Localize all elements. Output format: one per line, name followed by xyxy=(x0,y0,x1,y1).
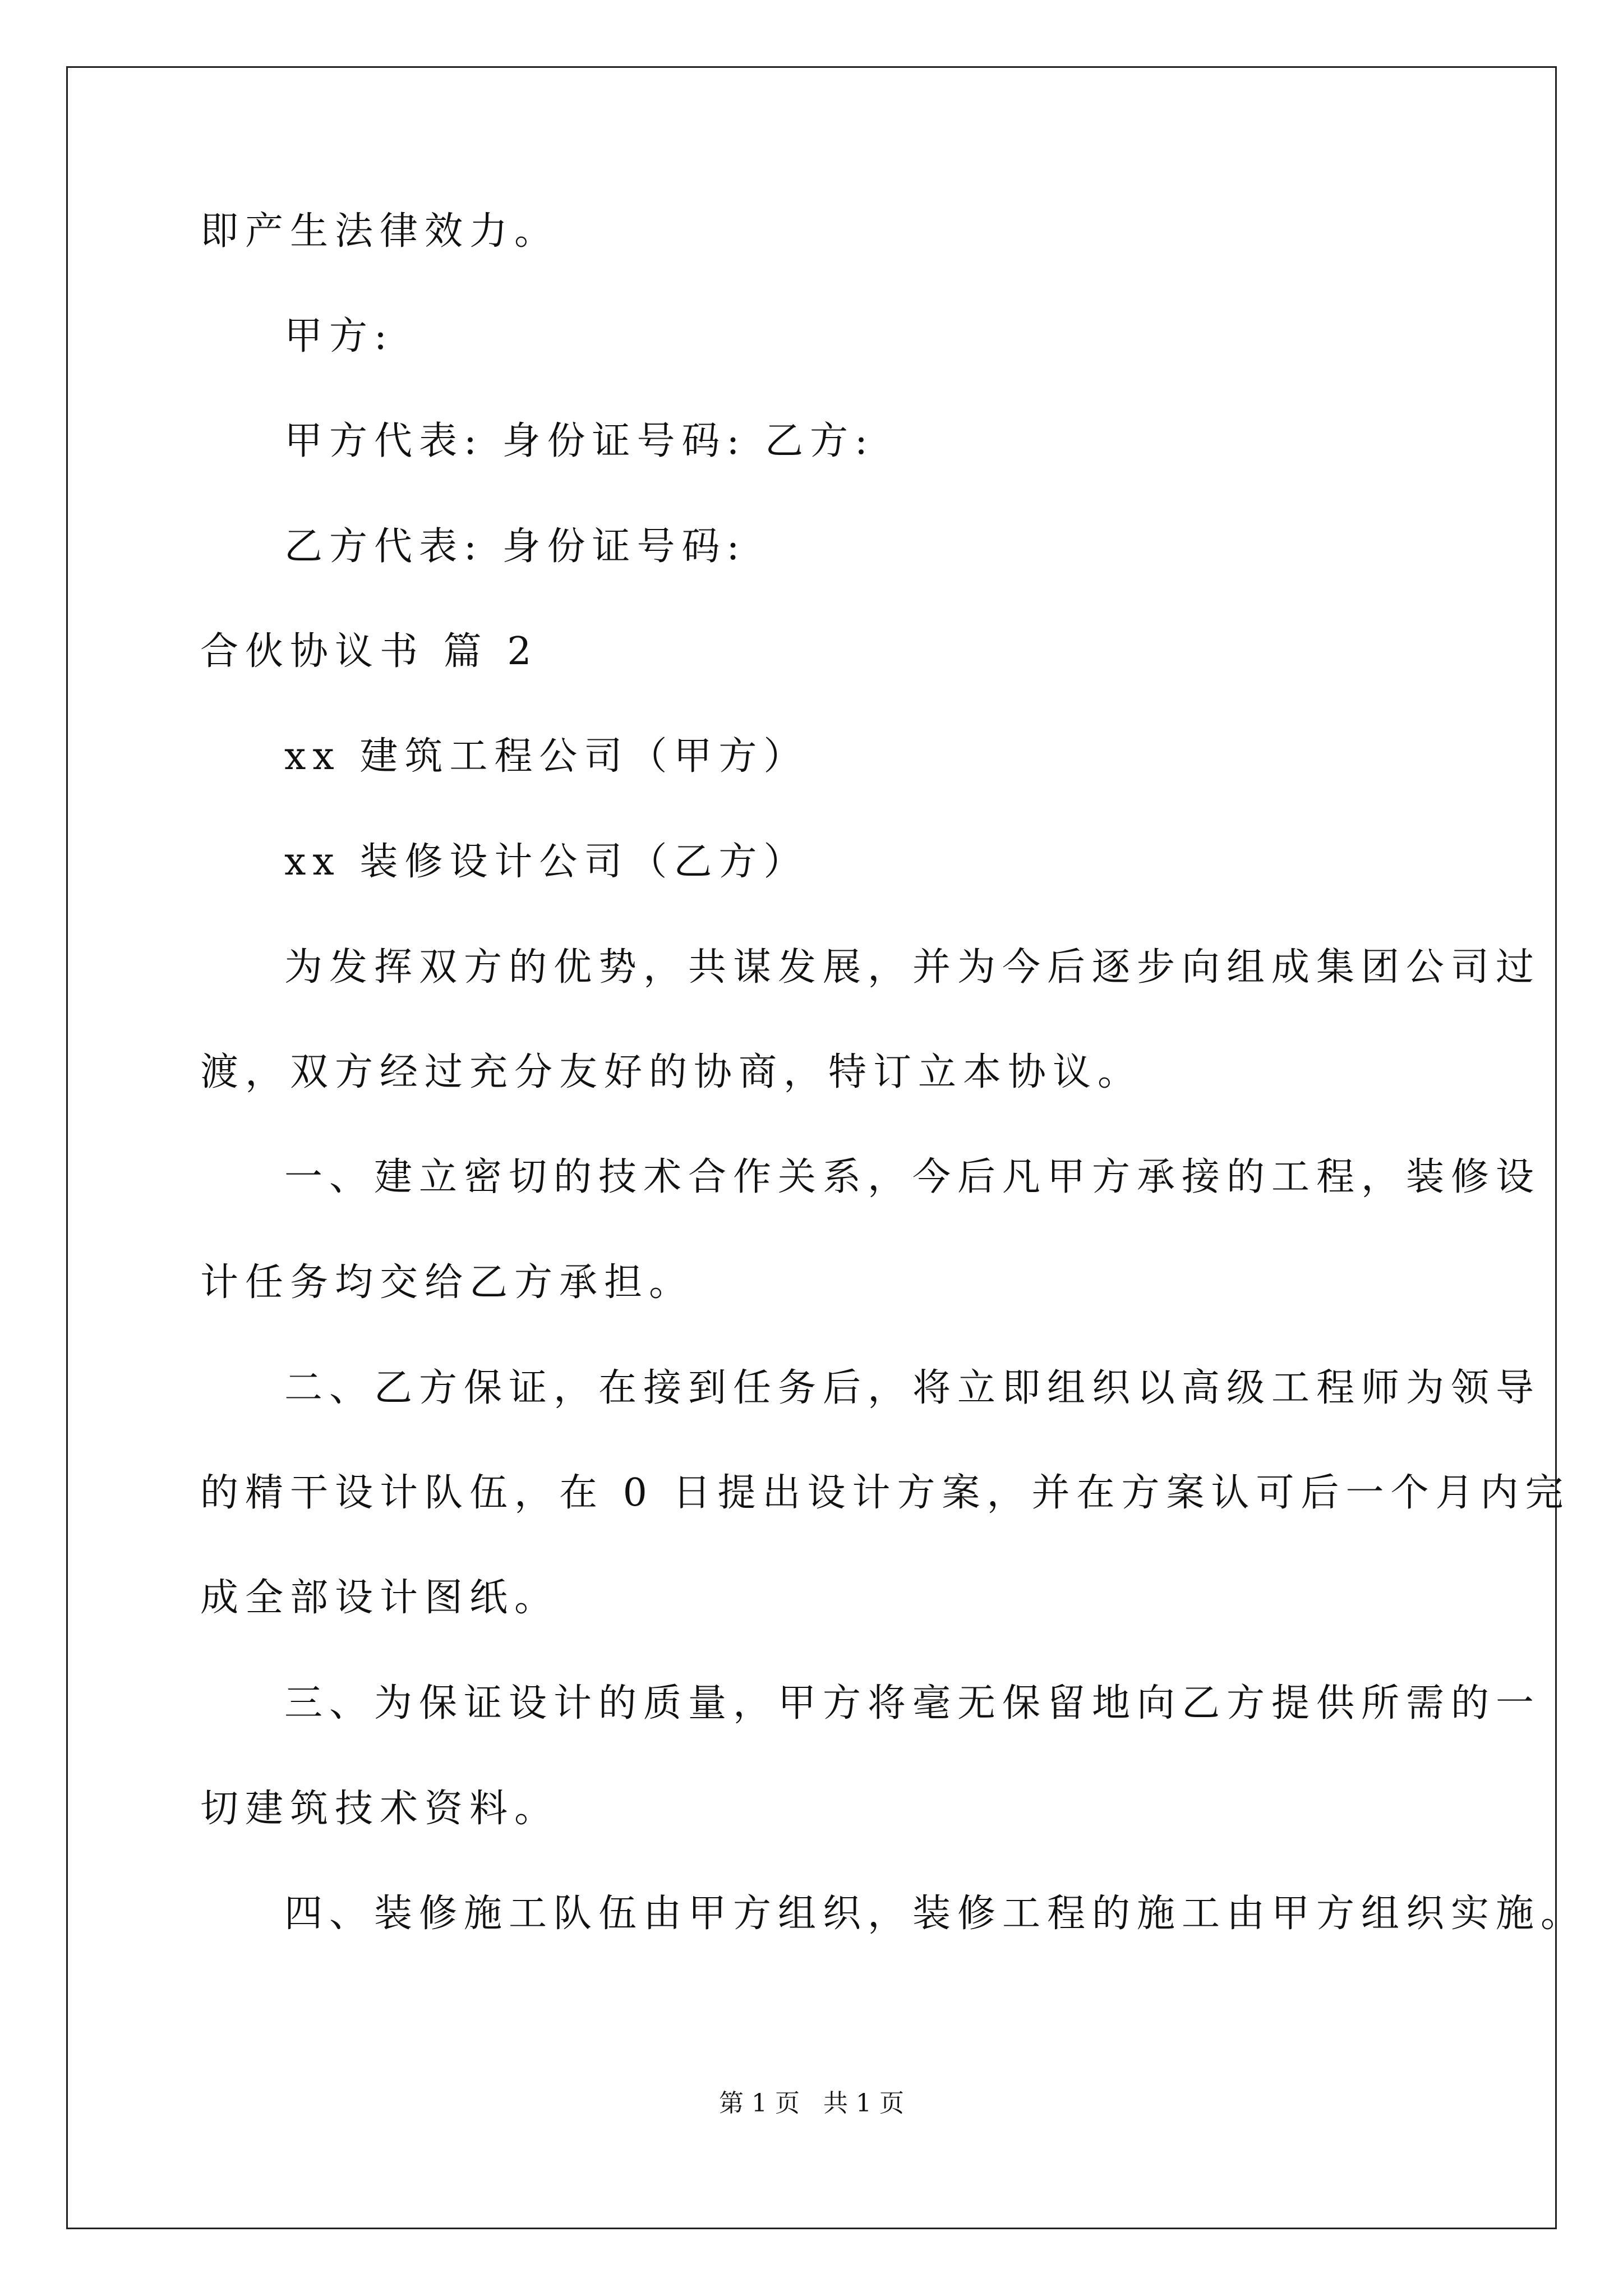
text-line: 的精干设计队伍，在 0 日提出设计方案，并在方案认可后一个月内完 xyxy=(200,1471,1570,1515)
text-line: 甲方: xyxy=(284,314,394,358)
text-line: xx 建筑工程公司（甲方） xyxy=(284,734,809,779)
text-line: 计任务均交给乙方承担。 xyxy=(200,1260,694,1305)
section-heading: 合伙协议书 篇 2 xyxy=(200,629,538,674)
page-number-current: 第 1 页 xyxy=(719,2089,800,2118)
text-line: 一、建立密切的技术合作关系，今后凡甲方承接的工程，装修设 xyxy=(284,1155,1541,1199)
page-number-total: 共 1 页 xyxy=(823,2089,904,2118)
text-line: 甲方代表: 身份证号码: 乙方: xyxy=(284,419,874,463)
text-line: 为发挥双方的优势，共谋发展，并为今后逐步向组成集团公司过 xyxy=(284,945,1541,990)
text-line: 渡，双方经过充分友好的协商，特订立本协议。 xyxy=(200,1050,1143,1094)
text-line: 即产生法律效力。 xyxy=(200,209,560,254)
text-line: 四、装修施工队伍由甲方组织，装修工程的施工由甲方组织实施。 xyxy=(284,1892,1586,1936)
text-line: xx 装修设计公司（乙方） xyxy=(284,840,809,884)
page-footer xyxy=(0,2087,1623,2120)
text-line: 切建筑技术资料。 xyxy=(200,1787,560,1831)
text-line: 成全部设计图纸。 xyxy=(200,1576,560,1620)
text-line: 乙方代表: 身份证号码: xyxy=(284,524,746,569)
text-line: 二、乙方保证，在接到任务后，将立即组织以高级工程师为领导 xyxy=(284,1366,1541,1410)
text-line: 三、为保证设计的质量，甲方将毫无保留地向乙方提供所需的一 xyxy=(284,1681,1541,1726)
